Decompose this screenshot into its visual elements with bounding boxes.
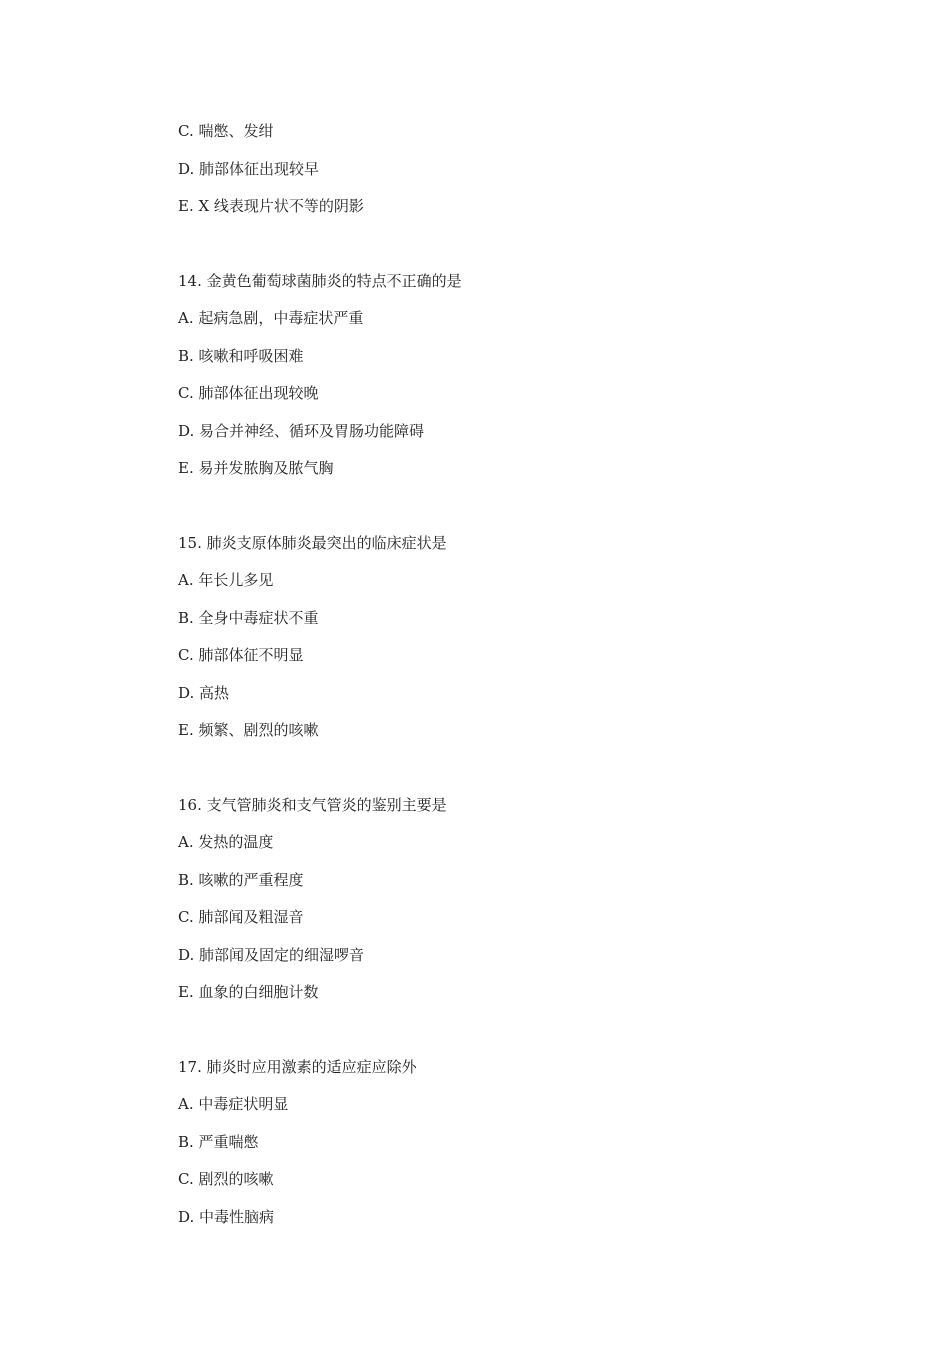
question-gap [178,233,878,270]
option-text: A. 年长儿多见 [178,571,274,589]
question-gap [178,757,878,794]
question-14 [178,270,878,480]
option-text: E. 频繁、剧烈的咳嗽 [178,721,319,739]
question-17 [178,1056,878,1228]
option-text: A. 中毒症状明显 [178,1095,289,1113]
question-stem: 17. 肺炎时应用激素的适应症应除外 [178,1057,417,1076]
option-text: C. 肺部体征出现较晚 [178,384,319,402]
option-text: A. 发热的温度 [178,833,274,851]
question-gap [178,495,878,532]
option-text: D. 高热 [178,683,230,702]
option-text: B. 咳嗽的严重程度 [178,870,304,889]
option-text: C. 喘憋、发绀 [178,122,274,140]
question-stem: 15. 肺炎支原体肺炎最突出的临床症状是 [178,533,447,552]
question-16 [178,794,878,1004]
question-list [178,120,878,1243]
option-text: E. 血象的白细胞计数 [178,983,319,1001]
option-text: B. 咳嗽和呼吸困难 [178,346,304,365]
question-stem: 14. 金黄色葡萄球菌肺炎的特点不正确的是 [178,271,462,290]
option-text: C. 肺部闻及粗湿音 [178,908,304,926]
option-text: D. 中毒性脑病 [178,1207,275,1226]
option-text: D. 肺部闻及固定的细湿啰音 [178,945,365,964]
lead-options [178,120,878,217]
option-text: E. X 线表现片状不等的阴影 [178,197,364,215]
option-text: A. 起病急剧，中毒症状严重 [178,309,364,327]
option-text: E. 易并发脓胸及脓气胸 [178,459,334,477]
question-gap [178,1019,878,1056]
option-text: D. 肺部体征出现较早 [178,159,320,178]
option-text: B. 全身中毒症状不重 [178,608,319,627]
option-text: C. 肺部体征不明显 [178,646,304,664]
option-text: C. 剧烈的咳嗽 [178,1170,274,1188]
option-text: D. 易合并神经、循环及胃肠功能障碍 [178,421,425,440]
question-stem: 16. 支气管肺炎和支气管炎的鉴别主要是 [178,795,447,814]
option-text: B. 严重喘憋 [178,1132,259,1151]
question-15 [178,532,878,742]
